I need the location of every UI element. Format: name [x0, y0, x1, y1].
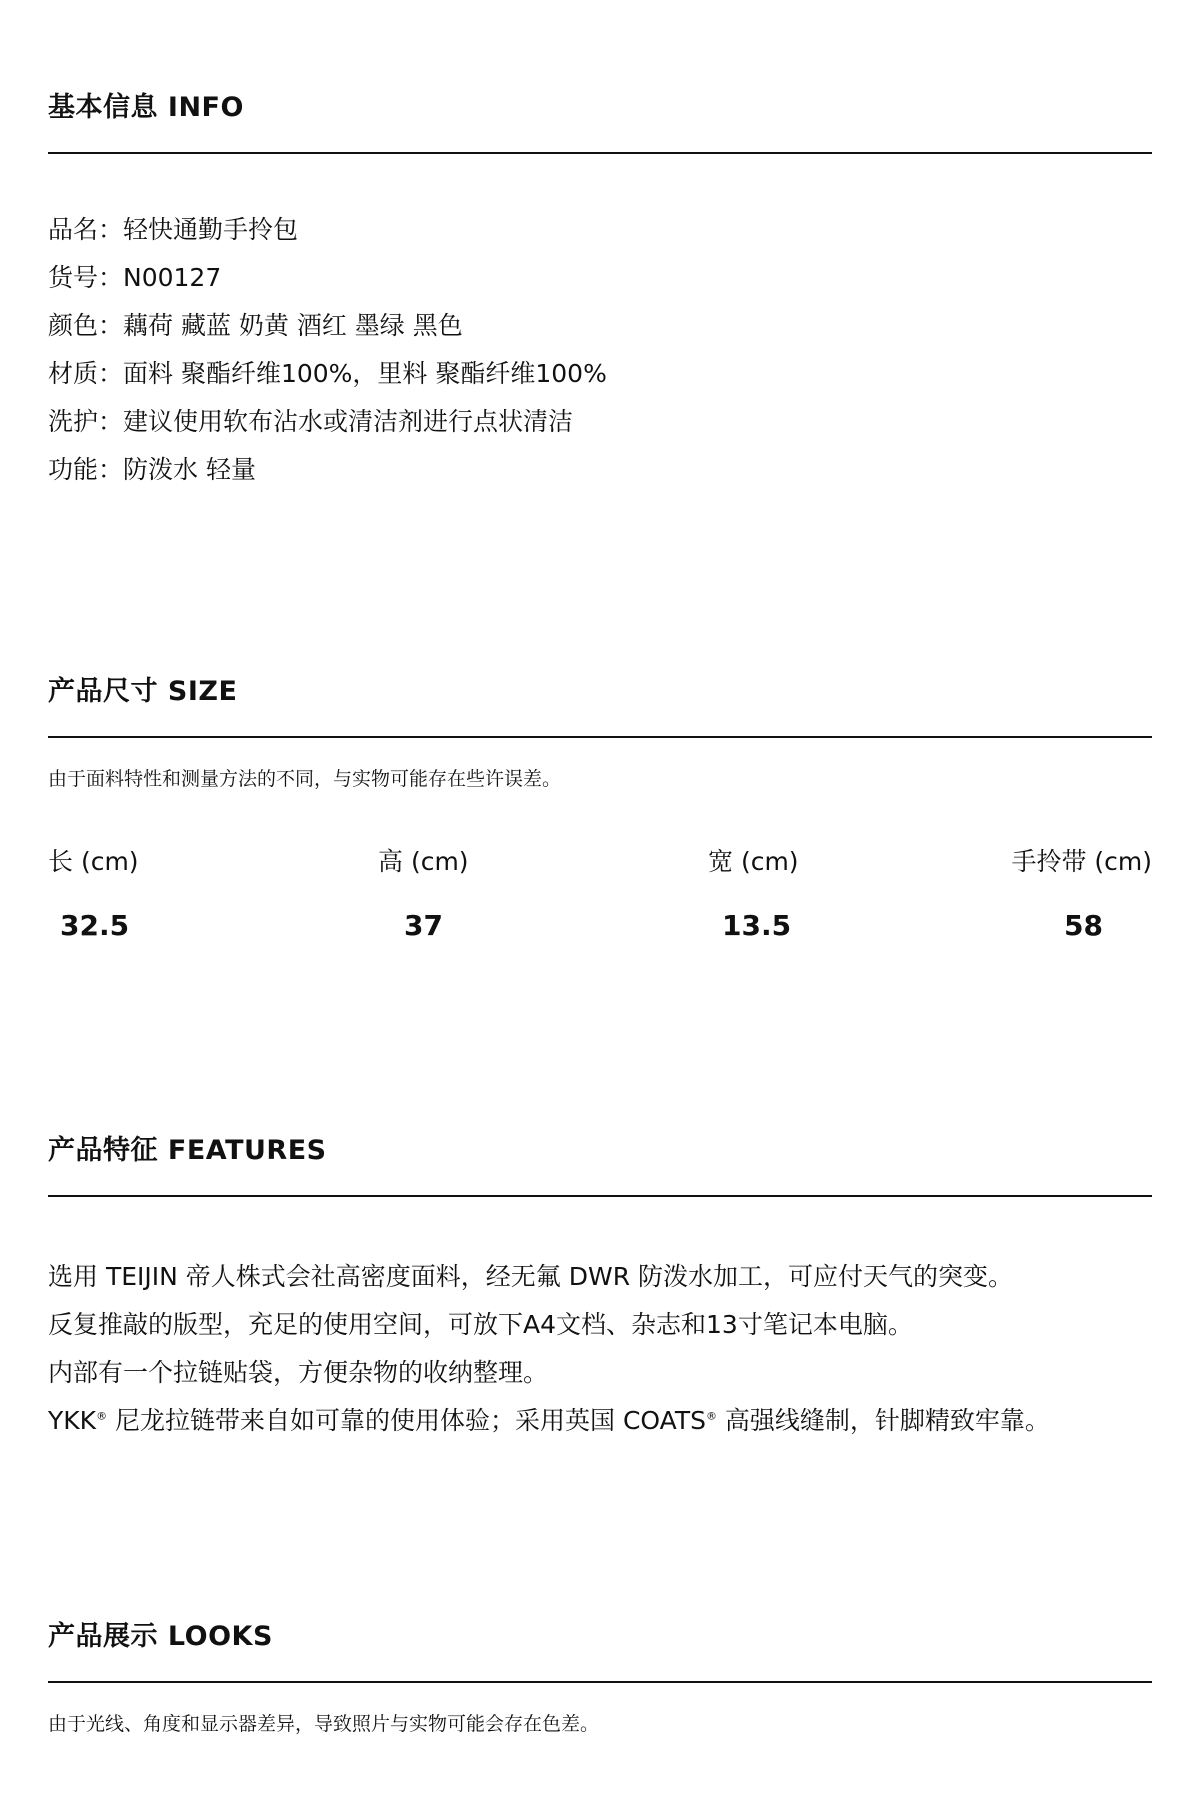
info-row-name: 品名：轻快通勤手拎包	[48, 215, 299, 244]
size-value-length: 32.5	[60, 909, 130, 942]
info-divider	[48, 152, 1152, 154]
registered-mark: ®	[705, 1409, 717, 1423]
looks-note: 由于光线、角度和显示器差异，导致照片与实物可能会存在色差。	[48, 1713, 600, 1735]
info-row-function: 功能：防泼水 轻量	[48, 455, 256, 484]
size-head-height: 高 (cm)	[378, 847, 469, 876]
size-section	[48, 672, 1152, 954]
size-table	[48, 844, 1152, 954]
size-divider	[48, 736, 1152, 738]
feature-line-fabric: 选用 TEIJIN 帝人株式会社高密度面料，经无氟 DWR 防泼水加工，可应付天气的突变。	[48, 1262, 1014, 1291]
info-row-sku: 货号：N00127	[48, 263, 222, 292]
looks-title: 产品展示 LOOKS	[48, 1621, 273, 1652]
looks-divider	[48, 1681, 1152, 1683]
features-section	[48, 1131, 1152, 1445]
feature-line-capacity: 反复推敲的版型，充足的使用空间，可放下A4文档、杂志和13寸笔记本电脑。	[48, 1310, 913, 1339]
looks-section	[48, 1617, 1152, 1739]
info-title: 基本信息 INFO	[48, 92, 244, 123]
size-note: 由于面料特性和测量方法的不同，与实物可能存在些许误差。	[48, 768, 562, 790]
info-row-care: 洗护：建议使用软布沾水或清洁剂进行点状清洁	[48, 407, 574, 436]
info-row-colors: 颜色：藕荷 藏蓝 奶黄 酒红 墨绿 黑色	[48, 311, 463, 340]
size-head-width: 宽 (cm)	[708, 847, 799, 876]
size-head-handle: 手拎带 (cm)	[1011, 847, 1152, 876]
ykk-brand: YKK	[48, 1406, 97, 1435]
info-section	[48, 88, 1152, 494]
features-divider	[48, 1195, 1152, 1197]
feature-line-pocket: 内部有一个拉链贴袋，方便杂物的收纳整理。	[48, 1358, 549, 1387]
zipper-text: 尼龙拉链带来自如可靠的使用体验；采用英国 COATS	[107, 1406, 706, 1435]
size-value-handle: 58	[1064, 909, 1103, 942]
thread-text: 高强线缝制，针脚精致牢靠。	[716, 1406, 1050, 1435]
feature-line-zipper	[48, 1397, 1152, 1445]
size-head-length: 长 (cm)	[48, 847, 139, 876]
size-title: 产品尺寸 SIZE	[48, 676, 238, 707]
registered-mark: ®	[96, 1409, 108, 1423]
info-row-material: 材质：面料 聚酯纤维100%，里料 聚酯纤维100%	[48, 359, 607, 388]
info-list	[48, 206, 1152, 494]
features-list	[48, 1253, 1152, 1445]
features-title: 产品特征 FEATURES	[48, 1135, 327, 1166]
size-value-width: 13.5	[722, 909, 792, 942]
size-value-height: 37	[404, 909, 443, 942]
